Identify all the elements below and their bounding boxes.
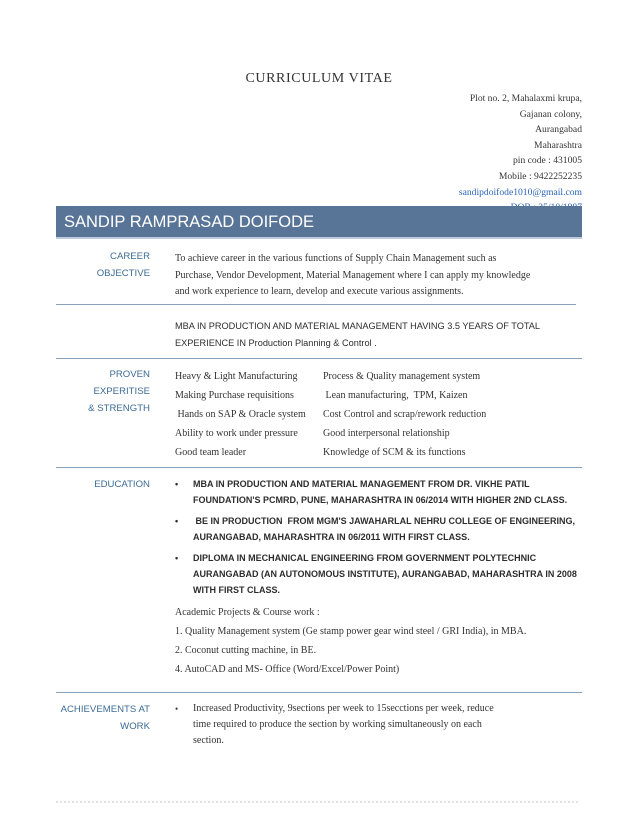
education-item [175,550,580,598]
section-divider [56,304,576,305]
skill-item: Heavy & Light Manufacturing [175,371,298,382]
project-item: 1. Quality Management system (Ge stamp power gear wind steel / GRI India), in MBA. [175,626,527,637]
achievements-label-line: ACHIEVEMENTS AT [60,704,150,715]
experience-summary [175,318,575,351]
skill-item: Good interpersonal relationship [323,428,450,439]
career-line: and work experience to learn, develop and execute various assignments. [175,286,464,297]
education-line: FOUNDATION'S PCMRD, PUNE, MAHARASHTRA IN 06/2014 WITH HIGHER 2ND CLASS. [193,495,568,505]
education-item [175,513,580,545]
section-divider [56,692,582,693]
section-divider [56,467,582,468]
pin-code: pin code : 431005 [512,155,582,167]
mobile: Mobile : 9422252235 [498,170,582,182]
education-line: WITH FIRST CLASS. [193,585,280,595]
education-line: AURANGABAD, MAHARASHTRA IN 06/2011 WITH FIRST CLASS. [193,532,470,542]
achievements-label-line: WORK [120,721,150,732]
career-objective-text [175,251,575,301]
career-objective-label: CAREER OBJECTIVE [96,251,150,279]
skills-label-line: PROVEN EXPERITISE [93,369,150,397]
skills-label [58,366,150,417]
projects-block [175,603,580,679]
achievements-content [175,701,565,749]
skill-item: Process & Quality management system [323,371,481,382]
address-state: Maharashtra [534,139,582,151]
skill-item: Ability to work under pressure [175,428,298,439]
bullet-icon: • [175,553,179,563]
education-line: AURANGABAD (AN AUTONOMOUS INSTITUTE), AURANGABAD, MAHARASHTRA IN 2008 [193,569,577,579]
summary-line: EXPERIENCE IN Production Planning & Control . [175,337,377,348]
career-line: Purchase, Vendor Development, Material Management where I can apply my knowledge [175,269,531,281]
document-title: CURRICULUM VITAE [245,71,393,86]
skill-item: Lean manufacturing, TPM, Kaizen [323,390,468,401]
achievement-line: section. [193,735,224,746]
education-line: DIPLOMA IN MECHANICAL ENGINEERING FROM GOVERNMENT POLYTECHNIC [193,553,537,563]
bullet-icon: • [175,704,179,714]
footer-divider [56,801,578,803]
skill-item: Making Purchase requisitions [175,390,294,401]
skills-column-left [175,367,320,462]
address-city: Aurangabad [535,124,582,136]
achievement-item [175,701,565,749]
skill-item: Good team leader [175,447,247,458]
education-content [175,476,580,679]
bullet-icon: • [175,479,179,489]
skills-column-right [323,367,578,462]
education-item [175,476,580,508]
education-line: BE IN PRODUCTION FROM MGM'S JAWAHARLAL NEHRU COLLEGE OF ENGINEERING, [193,516,575,526]
email-link[interactable]: sandipdoifode1010@gmail.com [458,186,582,198]
address-line-2: Gajanan colony, [519,108,582,120]
achievement-line: time required to produce the section by working simultaneously on each [193,719,482,730]
career-line: To achieve career in the various functions of Supply Chain Management such as [175,253,497,264]
skill-item: Cost Control and scrap/rework reduction [323,409,487,420]
section-divider [56,358,582,359]
project-item: 2. Coconut cutting machine, in BE. [175,645,317,656]
skills-label-line: & STRENGTH [88,403,150,414]
skill-item: Hands on SAP & Oracle system [175,409,306,420]
address-line-1: Plot no. 2, Mahalaxmi krupa, [469,93,582,104]
achievement-line: Increased Productivity, 9sections per week to 15secctions per week, reduce [193,703,494,714]
project-item: 4. AutoCAD and MS- Office (Word/Excel/Power Point) [175,664,400,675]
contact-block [459,91,582,216]
summary-line: MBA IN PRODUCTION AND MATERIAL MANAGEMENT HAVING 3.5 YEARS OF TOTAL [175,321,541,331]
education-line: MBA IN PRODUCTION AND MATERIAL MANAGEMENT FROM DR. VIKHE PATIL [193,479,530,489]
education-label: EDUCATION [94,479,150,490]
projects-heading: Academic Projects & Course work : [175,607,320,618]
achievements-label [58,701,150,735]
bullet-icon: • [175,516,179,526]
skill-item: Knowledge of SCM & its functions [323,447,466,458]
name-banner: SANDIP RAMPRASAD DOIFODE [56,206,582,239]
